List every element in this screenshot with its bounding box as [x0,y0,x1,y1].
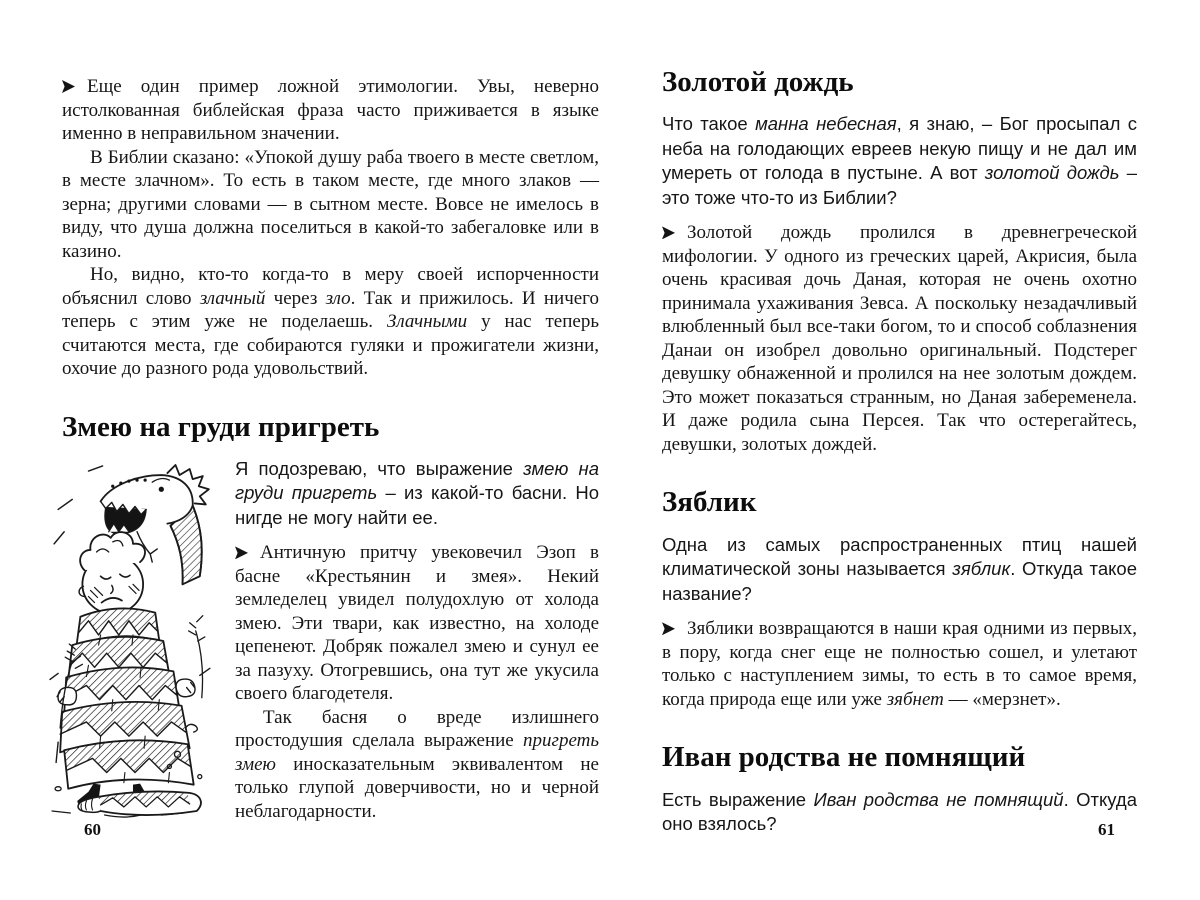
text-run: Зяблики возвращаются в наши края одними из первых, в пору, когда снег еще не полностью сошел, и улетают только с наступлением зимы, то есть в то самое время, когда природа еще или уже [662,618,1137,710]
body-paragraph [62,146,599,264]
text-run: через [265,287,326,309]
italic-term: зло [325,287,351,309]
text-run: – это тоже что-то из Библии? [662,162,1137,208]
snake-coils [60,608,194,788]
text-run: Есть выражение [662,788,814,810]
arrow-bullet-icon [662,622,675,635]
text-run: Но, видно, кто-то когда-то в меру своей испорченности объяснил слово [62,264,599,309]
text-run: Так басня о вреде излишнего простодушия сделала выражение [235,706,599,752]
text-run: Одна из самых распространенных птиц нашей климатической зоны называется [662,533,1137,580]
italic-term: Иван родства не помнящий [813,788,1064,810]
text-run: . Откуда оно взялось? [662,788,1137,835]
text-run: – из какой-то басни. Но нигде не могу найти ее. [235,482,599,528]
italic-term: Злачными [386,311,468,332]
text-run: — «мерзнет». [943,688,1061,710]
italic-term: золотой дождь [984,162,1120,184]
italic-term: зябнет [886,688,944,710]
section-heading: Змею на груди пригреть [62,410,380,443]
text-run: В Библии сказано: «Упокой душу раба твоего в месте светлом, в месте злачном». То есть в таком месте, где много злаков — зерна; другими словами — в сытном месте. Вовсе не имелось в виду, что душа должна поселиться в какой-то забегаловке или в казино. [62,146,599,262]
text-run: Я подозреваю, что выражение [235,457,524,479]
arrow-bullet-icon [662,226,675,239]
page-61 [662,64,1137,842]
page-60 [62,64,599,842]
text-run: Золотой дождь пролился в древнегреческой мифологии. У одного из греческих царей, Акрисия, была очень красивая дочь Даная, которая не очень охотно принимала ухаживания Зевса. А поскольку незадачливый влюбленный был все-таки богом, то и способ соблазнения Данаи он изобрел довольно оригинальный. Подстерег девушку обнаженной и пролился на нее золотым дождем. Это может показаться странным, но Даная забеременела. И даже родила сына Персея. Так что остерегайтесь, девушки, золотых дождей. [662,222,1137,455]
italic-term: зяблик [952,558,1011,580]
question-paragraph [662,112,1137,210]
text-run: , я знаю, – Бог просыпал с неба на голодающих евреев некую пищу и не дал им умереть от голода в пустыне. А вот [662,113,1137,184]
text-run: . Откуда такое название? [662,558,1137,604]
answer-paragraph [662,617,1137,711]
answer-paragraph [62,75,599,146]
section-heading: Золотой дождь [662,66,854,98]
page-content [662,66,1137,837]
italic-term: злачный [199,287,266,309]
body-paragraph [62,263,599,381]
question-paragraph [662,788,1137,837]
text-run: у нас теперь считаются места, где собираются гуляки и прожигатели жизни, охочие до разного рода удовольствий. [62,311,599,379]
page-number: 60 [84,820,101,839]
italic-term: манна небесная [755,113,897,135]
section-heading: Иван родства не помнящий [662,741,1026,774]
question-paragraph [662,533,1137,607]
snake-hug-illustration [48,461,220,819]
arrow-bullet-icon [235,546,248,559]
italic-term: змею на груди пригреть [235,457,599,504]
text-run: Что такое [662,113,756,135]
section-heading: Зяблик [662,486,757,519]
text-run: Античную притчу увековечил Эзоп в басне «Крестьянин и змея». Некий земледелец увидел полудохлую от холода змею. Эти твари, как известно, на холоде цепенеют. Добряк пожалел змею и сунул ее за пазуху. Отогревшись, она тут же укусила своего благодетеля. [235,542,599,705]
text-run: иносказательным эквивалентом не только глупой доверчивости, но и черной неблагодарности. [235,753,599,822]
arrow-bullet-icon [62,80,75,93]
page-number: 61 [1098,820,1115,839]
page-content [62,75,599,823]
italic-term: пригреть змею [235,730,599,775]
text-run: . Так и прижилось. И ничего теперь с этим уже не поделаешь. [62,287,599,332]
text-run: Еще один пример ложной этимологии. Увы, неверно истолкованная библейская фраза часто приживается в языке именно в неправильном значении. [62,76,599,144]
answer-paragraph [662,221,1137,456]
